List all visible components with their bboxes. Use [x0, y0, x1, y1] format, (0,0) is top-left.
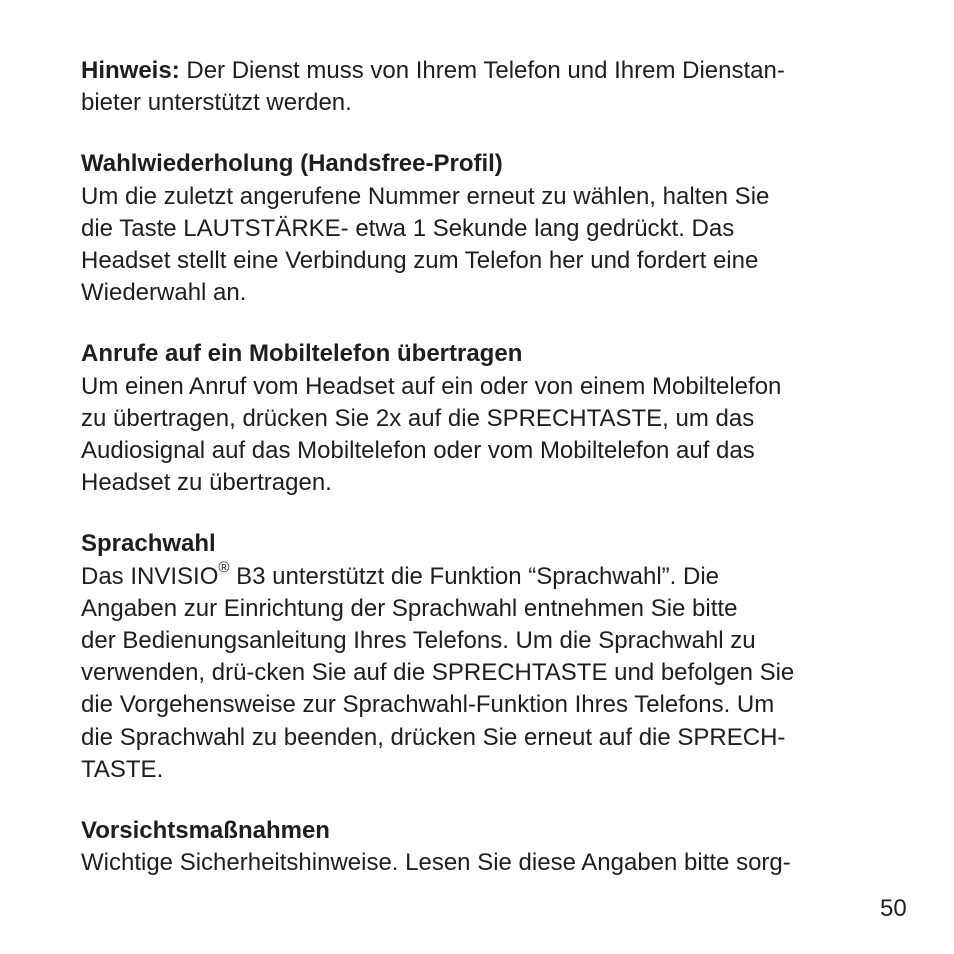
voice-dial-line: Angaben zur Einrichtung der Sprachwahl entnehmen Sie bitte	[81, 594, 738, 622]
redial-heading: Wahlwiederholung (Handsfree-Profil)	[81, 150, 503, 178]
precautions-heading: Vorsichtsmaßnahmen	[81, 817, 330, 845]
voice-dial-line: die Vorgehensweise zur Sprachwahl-Funktion Ihres Telefons. Um	[81, 691, 775, 719]
voice-dial-line-1	[81, 558, 901, 593]
voice-dial-heading: Sprachwahl	[81, 530, 216, 558]
note-label: Hinweis:	[81, 57, 180, 84]
registered-mark: ®	[218, 558, 230, 576]
precautions-section	[81, 815, 901, 879]
note-text: Der Dienst muss von Ihrem Telefon und Ihrem Dienstan-	[179, 57, 785, 84]
redial-line: Um die zuletzt angerufene Nummer erneut zu wählen, halten Sie	[81, 182, 770, 210]
transfer-heading: Anrufe auf ein Mobiltelefon übertragen	[81, 340, 523, 368]
transfer-section	[81, 338, 901, 499]
voice-dial-line: die Sprachwahl zu beenden, drücken Sie erneut auf die SPRECH-	[81, 723, 786, 751]
voice-dial-line: der Bedienungsanleitung Ihres Telefons. Um die Sprachwahl zu	[81, 627, 756, 655]
transfer-line: Um einen Anruf vom Headset auf ein oder von einem Mobiltelefon	[81, 372, 782, 400]
voice-dial-section	[81, 528, 901, 786]
transfer-line: Audiosignal auf das Mobiltelefon oder vom Mobiltelefon auf das	[81, 437, 755, 465]
voice-dial-text-pre: Das INVISIO	[81, 562, 219, 590]
transfer-line: Headset zu übertragen.	[81, 469, 332, 497]
voice-dial-line: TASTE.	[81, 755, 164, 783]
voice-dial-line: verwenden, drü-cken Sie auf die SPRECHTASTE und befolgen Sie	[81, 659, 795, 687]
redial-line: Headset stellt eine Verbindung zum Telefon her und fordert eine	[81, 247, 759, 275]
page-number: 50	[880, 895, 907, 922]
transfer-line: zu übertragen, drücken Sie 2x auf die SPRECHTASTE, um das	[81, 404, 755, 432]
voice-dial-text-post: B3 unterstützt die Funktion “Sprachwahl”. Die	[229, 562, 719, 590]
redial-line: die Taste LAUTSTÄRKE- etwa 1 Sekunde lang gedrückt. Das	[81, 214, 735, 242]
redial-section	[81, 148, 901, 309]
note-section	[81, 55, 901, 119]
note-line-1	[81, 55, 901, 87]
manual-page-content	[81, 55, 901, 879]
precautions-line: Wichtige Sicherheitshinweise. Lesen Sie diese Angaben bitte sorg-	[81, 849, 791, 877]
redial-line: Wiederwahl an.	[81, 279, 247, 307]
note-line-2: bieter unterstützt werden.	[81, 89, 352, 117]
